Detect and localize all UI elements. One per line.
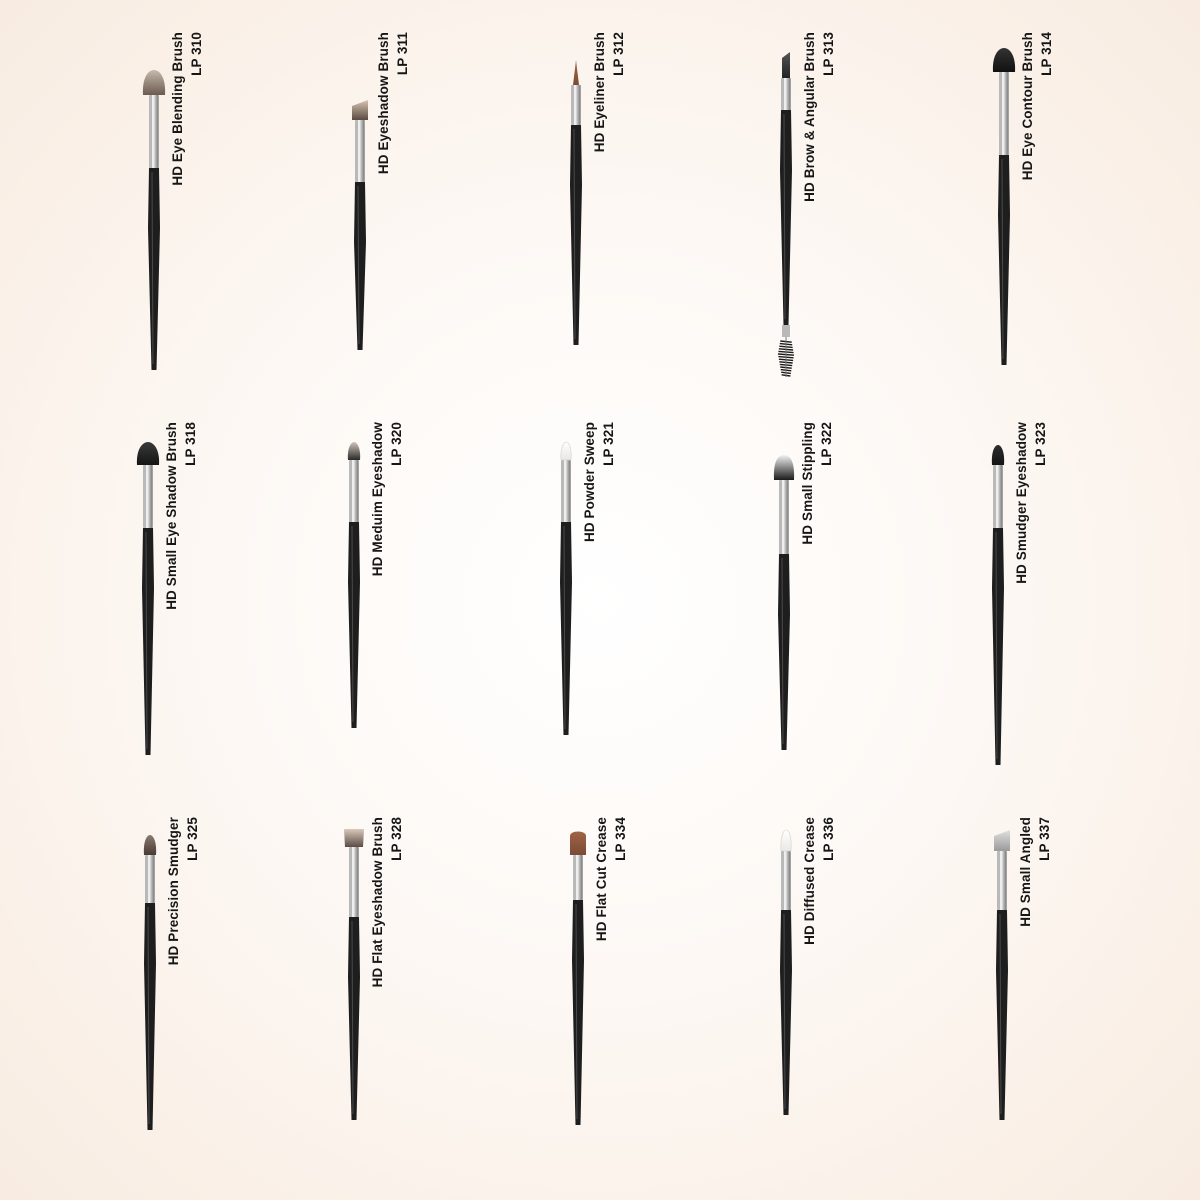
brush-image (70, 40, 250, 400)
brush-label (1016, 817, 1054, 1117)
brush-label (374, 32, 412, 332)
brush-image (918, 815, 1098, 1175)
brush-name: HD Eyeshadow Brush (376, 32, 391, 175)
brush-label (1018, 32, 1056, 332)
brush-code: LP 318 (183, 422, 198, 466)
brush-bristles (352, 100, 368, 120)
brush-name: HD Meduim Eyeshadow (370, 422, 385, 577)
brush-code: LP 325 (185, 817, 200, 861)
brush-handle (778, 554, 790, 750)
brush-label (168, 32, 206, 332)
brush-name: HD Flat Eyeshadow Brush (370, 817, 385, 988)
brush-handle (348, 522, 360, 728)
brush-image (494, 40, 674, 400)
brush-handle (780, 910, 792, 1115)
brush-name: HD Flat Cut Crease (594, 817, 609, 942)
brush-name: HD Precision Smudger (166, 817, 181, 966)
brush-card (282, 32, 462, 400)
brush-bristles (143, 70, 165, 95)
brush-handle (572, 900, 584, 1125)
brush-card (70, 815, 250, 1175)
brush-card (706, 815, 886, 1175)
brush-name: HD Eyeliner Brush (592, 32, 607, 153)
brush-handle (998, 155, 1010, 365)
brush-bristles (344, 829, 364, 847)
brush-bristles (573, 60, 579, 85)
brush-card (494, 32, 674, 400)
brush-image (706, 40, 886, 400)
brush-code: LP 334 (613, 817, 628, 861)
brush-label (164, 817, 202, 1117)
brush-name: HD Diffused Crease (802, 817, 817, 945)
brush-label (368, 817, 406, 1117)
brush-label (368, 422, 406, 722)
brush-handle (354, 182, 366, 350)
brush-name: HD Eye Blending Brush (170, 32, 185, 186)
brush-image (70, 430, 250, 790)
brush-card (706, 422, 886, 790)
brush-label (798, 422, 836, 722)
brush-handle (992, 528, 1004, 765)
brush-bristles (348, 442, 360, 460)
brush-handle (142, 528, 154, 755)
brush-name: HD Small Stippling (800, 422, 815, 545)
brush-handle (560, 522, 572, 735)
brush-name: HD Small Angled (1018, 817, 1033, 927)
brush-code: LP 312 (611, 32, 626, 76)
brush-name: HD Small Eye Shadow Brush (164, 422, 179, 610)
brush-label (590, 32, 628, 332)
brush-card (918, 32, 1098, 400)
brush-name: HD Smudger Eyeshadow (1014, 422, 1029, 584)
brush-bristles (781, 830, 791, 851)
brush-image (918, 40, 1098, 400)
brush-image (70, 815, 250, 1175)
brush-card (282, 422, 462, 790)
brush-image (918, 430, 1098, 790)
brush-code: LP 322 (819, 422, 834, 466)
brush-card (70, 32, 250, 400)
brush-bristles (994, 830, 1010, 851)
brush-name: HD Brow & Angular Brush (802, 32, 817, 202)
brush-image (706, 430, 886, 790)
brush-name: HD Powder Sweep (582, 422, 597, 543)
spoolie-bristles (778, 337, 794, 377)
brush-bristles (561, 442, 571, 460)
brush-code: LP 328 (389, 817, 404, 861)
brush-code: LP 314 (1039, 32, 1054, 76)
brush-code: LP 321 (601, 422, 616, 466)
brush-code: LP 337 (1037, 817, 1052, 861)
brush-bristles (782, 52, 790, 78)
brush-card (282, 815, 462, 1175)
brush-label (800, 32, 838, 332)
brush-code: LP 311 (395, 32, 410, 76)
brush-bristles (570, 832, 586, 856)
brush-bristles (137, 442, 159, 465)
brush-code: LP 313 (821, 32, 836, 76)
brush-code: LP 310 (189, 32, 204, 76)
brush-bristles (993, 48, 1015, 72)
brush-label (800, 817, 838, 1117)
brush-handle (144, 903, 156, 1130)
brush-card (494, 815, 674, 1175)
brush-card (706, 32, 886, 400)
brush-handle (570, 125, 582, 345)
brush-label (580, 422, 618, 722)
brush-label (592, 817, 630, 1117)
brush-label (1012, 422, 1050, 722)
brush-image (494, 815, 674, 1175)
brush-card (918, 815, 1098, 1175)
brush-handle (348, 917, 360, 1120)
brush-code: LP 336 (821, 817, 836, 861)
brush-bristles (992, 445, 1004, 465)
brush-name: HD Eye Contour Brush (1020, 32, 1035, 181)
brush-code: LP 323 (1033, 422, 1048, 466)
brush-card (918, 422, 1098, 790)
brush-code: LP 320 (389, 422, 404, 466)
brush-handle (996, 910, 1008, 1120)
brush-label (162, 422, 200, 722)
brush-bristles (774, 455, 794, 480)
brush-bristles (144, 835, 156, 855)
brush-card (70, 422, 250, 790)
brush-image (282, 40, 462, 400)
brush-handle (780, 110, 792, 325)
brush-card (494, 422, 674, 790)
brush-image (706, 815, 886, 1175)
brush-handle (148, 168, 160, 370)
